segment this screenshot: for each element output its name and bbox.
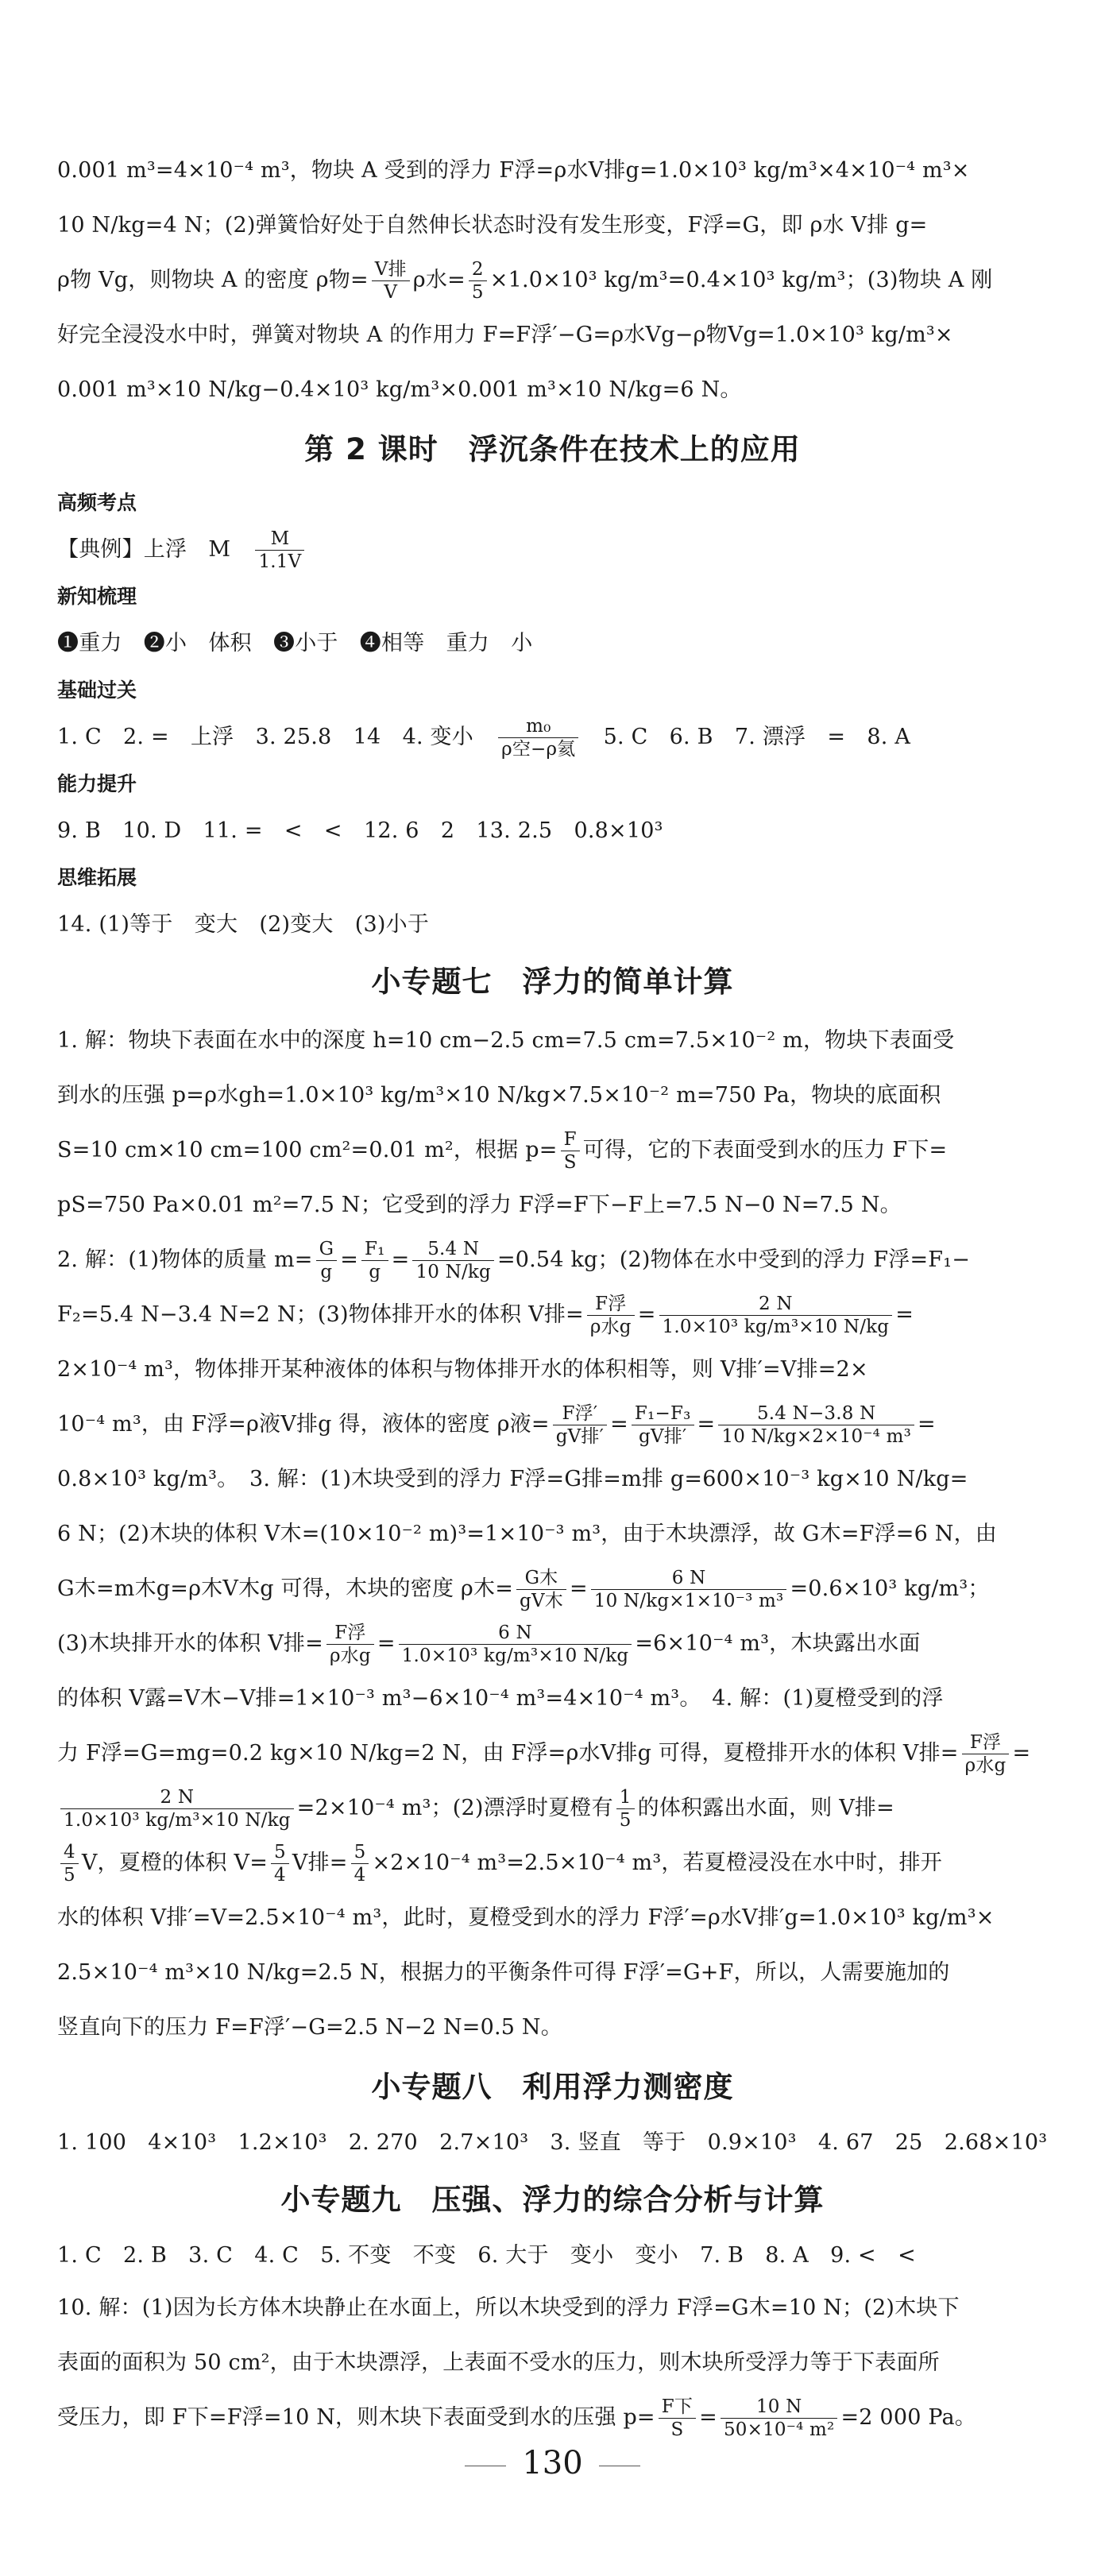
fraction: $\frac{\text{m₀}}{\text{ρ空−ρ氦}}$ bbox=[498, 715, 578, 760]
fraction: $\frac{5}{4}$ bbox=[351, 1841, 369, 1886]
text-line: 10⁻⁴ m³，由 F浮=ρ液V排g 得，液体的密度 ρ液= $\frac{\text{F浮′}}{\text{gV排′}}$ = $\frac{\text{F₁−F₃}}{\text{gV排′}}$ = $\frac{5.4 N-3.8 N}{\text{10 N/kg×2×10⁻⁴ m³}}$ = bbox=[57, 1403, 936, 1447]
fraction: $\frac{6 N}{\text{1.0×10³ kg/m³×10 N/kg}}$ bbox=[399, 1622, 632, 1667]
subheading: 新知梳理 bbox=[57, 585, 137, 608]
subheading: 基础过关 bbox=[57, 679, 137, 702]
subheading: 高频考点 bbox=[57, 491, 137, 514]
text-line: (3)木块排开水的体积 V排= $\frac{\text{F浮}}{\text{ρ水g}}$ = $\frac{6 N}{\text{1.0×10³ kg/m³×10 N/kg}}$ =6×10⁻⁴ m³，木块露出水面 bbox=[57, 1623, 921, 1666]
text-line: ❶重力 ❷小 体积 ❸小于 ❹相等 重力 小 bbox=[57, 631, 533, 656]
page-number: 130 bbox=[0, 2439, 1105, 2487]
text-line: 水的体积 V排′=V=2.5×10⁻⁴ m³，此时，夏橙受到水的浮力 F浮′=ρ水V排′g=1.0×10³ kg/m³× bbox=[57, 1905, 995, 1930]
text-line: pS=750 Pa×0.01 m²=7.5 N；它受到的浮力 F浮=F下−F上=7.5 N−0 N=7.5 N。 bbox=[57, 1193, 902, 1217]
text-line: G木=m木g=ρ木V木g 可得，木块的密度 ρ木= $\frac{\text{G木}}{\text{gV木}}$ = $\frac{6 N}{\text{10 N/kg×1×10⁻³ m³}}$ =0.6×10³ kg/m³； bbox=[57, 1568, 990, 1611]
text-line: $\frac{4}{5}$ V，夏橙的体积 V= $\frac{5}{4}$ V排= $\frac{5}{4}$ ×2×10⁻⁴ m³=2.5×10⁻⁴ m³，若夏橙浸没在水中时，排开 bbox=[57, 1835, 1048, 1890]
section-title: 小专题七 浮力的简单计算 bbox=[371, 965, 734, 999]
text-line: S=10 cm×10 cm=100 cm²=0.01 m²，根据 p= $\frac{F}{S}$ 可得，它的下表面受到水的压力 F下= bbox=[57, 1129, 948, 1173]
text-line: 2. 解：(1)物体的质量 m= $\frac{G}{g}$ = $\frac{\text{F₁}}{g}$ = $\frac{5.4 N}{10 N/kg}$ =0.54 kg；(2)物体在水中受到的浮力 F浮=F₁− bbox=[57, 1239, 971, 1282]
fraction: $\frac{2}{5}$ bbox=[469, 258, 487, 304]
text-line: 力 F浮=G=mg=0.2 kg×10 N/kg=2 N，由 F浮=ρ水V排g 可得，夏橙排开水的体积 V排= $\frac{\text{F浮}}{\text{ρ水g}}$ = bbox=[57, 1732, 1031, 1776]
text-line: 0.001 m³×10 N/kg−0.4×10³ kg/m³×0.001 m³×10 N/kg=6 N。 bbox=[57, 377, 742, 402]
text-line: 1. C 2. = 上浮 3. 25.8 14 4. 变小 $\frac{\text{m₀}}{\text{ρ空−ρ氦}}$ 5. C 6. B 7. 漂浮 = 8. A bbox=[57, 716, 911, 760]
subheading: 能力提升 bbox=[57, 772, 137, 795]
fraction: $\frac{F}{S}$ bbox=[561, 1128, 580, 1174]
fraction: $\frac{2 N}{\text{1.0×10³ kg/m³×10 N/kg}}$ bbox=[60, 1786, 294, 1831]
text-line: 竖直向下的压力 F=F浮′−G=2.5 N−2 N=0.5 N。 bbox=[57, 2015, 562, 2040]
fraction: $\frac{1}{5}$ bbox=[616, 1786, 635, 1831]
fraction: $\frac{5}{4}$ bbox=[271, 1841, 289, 1886]
text-line: 好完全浸没水中时，弹簧对物块 A 的作用力 F=F浮′−G=ρ水Vg−ρ物Vg=1.0×10³ kg/m³× bbox=[57, 323, 953, 347]
text-line: 2.5×10⁻⁴ m³×10 N/kg=2.5 N，根据力的平衡条件可得 F浮′=G+F，所以，人需要施加的 bbox=[57, 1960, 950, 1985]
fraction: $\frac{10 N}{\text{50×10⁻⁴ m²}}$ bbox=[721, 2396, 838, 2441]
text-line: $\frac{2 N}{\text{1.0×10³ kg/m³×10 N/kg}}$ =2×10⁻⁴ m³；(2)漂浮时夏橙有 $\frac{1}{5}$ 的体积露出水面，则 V排= bbox=[57, 1781, 1048, 1835]
fraction: $\frac{2 N}{\text{1.0×10³ kg/m³×10 N/kg}}$ bbox=[659, 1293, 893, 1338]
fraction: $\frac{\text{F浮}}{\text{ρ水g}}$ bbox=[587, 1293, 635, 1338]
text-line: 2×10⁻⁴ m³，物体排开某种液体的体积与物体排开水的体积相等，则 V排′=V排=2× bbox=[57, 1357, 868, 1382]
page-content bbox=[57, 143, 1048, 2445]
fraction: $\frac{\text{F₁−F₃}}{\text{gV排′}}$ bbox=[632, 1402, 694, 1448]
section-title: 小专题八 利用浮力测密度 bbox=[371, 2070, 734, 2104]
text-line: 1. C 2. B 3. C 4. C 5. 不变 不变 6. 大于 变小 变小 7. B 8. A 9. < < bbox=[57, 2243, 916, 2268]
text-line: 1. 解：物块下表面在水中的深度 h=10 cm−2.5 cm=7.5 cm=7.5×10⁻² m，物块下表面受 bbox=[57, 1028, 955, 1053]
text-line: 14. (1)等于 变大 (2)变大 (3)小于 bbox=[57, 912, 430, 937]
text-line: 到水的压强 p=ρ水gh=1.0×10³ kg/m³×10 N/kg×7.5×10⁻² m=750 Pa，物块的底面积 bbox=[57, 1083, 941, 1108]
fraction: $\frac{5.4 N}{10 N/kg}$ bbox=[412, 1238, 494, 1283]
section-title: 小专题九 压强、浮力的综合分析与计算 bbox=[280, 2183, 825, 2217]
fraction: $\frac{\text{F下}}{S}$ bbox=[659, 2396, 696, 2441]
text-line: 0.8×10³ kg/m³。 3. 解：(1)木块受到的浮力 F浮=G排=m排 g=600×10⁻³ kg×10 N/kg= bbox=[57, 1467, 968, 1491]
text-line: 受压力，即 F下=F浮=10 N，则木块下表面受到水的压强 p= $\frac{\text{F下}}{S}$ = $\frac{10 N}{\text{50×10⁻⁴ m²}}$ =2 000 Pa。 bbox=[57, 2396, 977, 2440]
subheading: 思维拓展 bbox=[57, 866, 137, 889]
fraction: $\frac{\text{F浮}}{\text{ρ水g}}$ bbox=[326, 1622, 374, 1667]
fraction: $\frac{\text{F浮′}}{\text{gV排′}}$ bbox=[553, 1402, 607, 1448]
text-line: F₂=5.4 N−3.4 N=2 N；(3)物体排开水的体积 V排= $\frac{\text{F浮}}{\text{ρ水g}}$ = $\frac{2 N}{\text{1.0×10³ kg/m³×10 N/kg}}$ = bbox=[57, 1294, 914, 1337]
fraction: $\frac{6 N}{\text{10 N/kg×1×10⁻³ m³}}$ bbox=[591, 1567, 787, 1612]
text-line: 表面的面积为 50 cm²，由于木块漂浮，上表面不受水的压力，则木块所受浮力等于下表面所 bbox=[57, 2350, 940, 2375]
text-line: 【典例】上浮 M $\frac{M}{1.1V}$ bbox=[57, 525, 1048, 574]
fraction: $\frac{\text{F浮}}{\text{ρ水g}}$ bbox=[962, 1731, 1010, 1777]
fraction: $\frac{\text{G木}}{\text{gV木}}$ bbox=[516, 1567, 566, 1612]
text-line: 10 N/kg=4 N；(2)弹簧恰好处于自然伸长状态时没有发生形变，F浮=G，即 ρ水 V排 g= bbox=[57, 213, 928, 238]
text-line: 6 N；(2)木块的体积 V木=(10×10⁻² m)³=1×10⁻³ m³，由于木块漂浮，故 G木=F浮=6 N，由 bbox=[57, 1522, 998, 1546]
fraction: $\frac{4}{5}$ bbox=[60, 1841, 79, 1886]
fraction: $\frac{\text{V排}}{V}$ bbox=[372, 258, 410, 304]
fraction: $\frac{G}{g}$ bbox=[316, 1238, 338, 1283]
text-line: 0.001 m³=4×10⁻⁴ m³，物块 A 受到的浮力 F浮=ρ水V排g=1.0×10³ kg/m³×4×10⁻⁴ m³× bbox=[57, 158, 970, 183]
text-line: 10. 解：(1)因为长方体木块静止在水面上，所以木块受到的浮力 F浮=G木=10 N；(2)木块下 bbox=[57, 2296, 960, 2320]
fraction: $\frac{\text{F₁}}{g}$ bbox=[361, 1238, 388, 1283]
text-line: 9. B 10. D 11. = < < 12. 6 2 13. 2.5 0.8×10³ bbox=[57, 818, 663, 843]
text-line: 的体积 V露=V木−V排=1×10⁻³ m³−6×10⁻⁴ m³=4×10⁻⁴ m³。 4. 解：(1)夏橙受到的浮 bbox=[57, 1686, 944, 1711]
section-title: 第 2 课时 浮沉条件在技术上的应用 bbox=[304, 432, 801, 466]
fraction: $\frac{M}{1.1V}$ bbox=[255, 528, 304, 573]
fraction: $\frac{5.4 N-3.8 N}{\text{10 N/kg×2×10⁻⁴ m³}}$ bbox=[718, 1402, 914, 1448]
text-line: 1. 100 4×10³ 1.2×10³ 2. 270 2.7×10³ 3. 竖直 等于 0.9×10³ 4. 67 25 2.68×10³ bbox=[57, 2130, 1048, 2155]
text-line: ρ物 Vg，则物块 A 的密度 ρ物= $\frac{\text{V排}}{V}$ ρ水= $\frac{2}{5}$ ×1.0×10³ kg/m³=0.4×10³ kg/m³；(3)物块 A 刚 bbox=[57, 259, 993, 303]
